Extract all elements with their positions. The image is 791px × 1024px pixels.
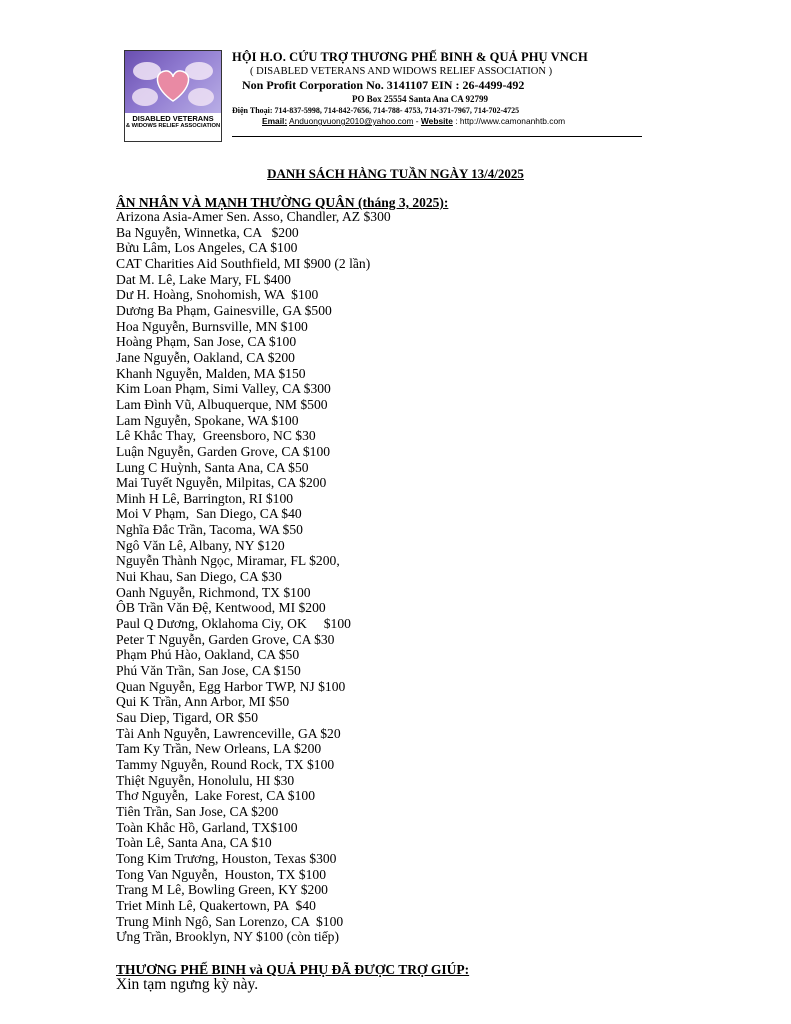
donor-list (116, 209, 391, 945)
corporation-line: Non Profit Corporation No. 3141107 EIN : 26-4499-492 (242, 78, 525, 92)
logo-caption-line1: DISABLED VETERANS (132, 114, 214, 123)
donor-entry: Lam Nguyễn, Spokane, WA $100 (116, 412, 299, 428)
donor-entry: Peter T Nguyễn, Garden Grove, CA $30 (116, 631, 335, 647)
donor-entry: Lung C Huỳnh, Santa Ana, CA $50 (116, 459, 309, 475)
donor-entry: Qui K Trần, Ann Arbor, MI $50 (116, 694, 290, 710)
donor-entry: Dat M. Lê, Lake Mary, FL $400 (116, 271, 291, 287)
donor-entry: Tammy Nguyễn, Round Rock, TX $100 (116, 756, 335, 772)
logo-caption (125, 115, 221, 130)
donor-entry: Lê Khắc Thay, Greensboro, NC $30 (116, 428, 316, 444)
letterhead (232, 50, 672, 126)
donor-entry: Phú Văn Trần, San Jose, CA $150 (116, 663, 301, 679)
donor-entry: Tài Anh Nguyễn, Lawrenceville, GA $20 (116, 725, 341, 741)
donor-entry: Ba Nguyễn, Winnetka, CA $200 (116, 224, 299, 240)
website-label: Website (420, 116, 453, 126)
website-link[interactable]: : http://www.camonanhtb.com (455, 116, 566, 126)
donor-entry: Mai Tuyết Nguyễn, Milpitas, CA $200 (116, 475, 327, 491)
donor-entry: Arizona Asia-Amer Sen. Asso, Chandler, AZ $300 (116, 209, 391, 224)
donor-entry: Khanh Nguyễn, Malden, MA $150 (116, 365, 306, 381)
donor-entry: Bửu Lâm, Los Angeles, CA $100 (116, 240, 298, 256)
page-title: DANH SÁCH HÀNG TUẦN NGÀY 13/4/2025 (267, 166, 524, 181)
donor-entry: Phạm Phú Hào, Oakland, CA $50 (116, 647, 300, 663)
donor-entry: ÔB Trần Văn Đệ, Kentwood, MI $200 (116, 600, 326, 616)
donor-entry: Jane Nguyễn, Oakland, CA $200 (116, 349, 295, 365)
donor-entry: Paul Q Dương, Oklahoma Ciy, OK $100 (116, 616, 351, 632)
donor-entry: Toàn Lê, Santa Ana, CA $10 (116, 835, 272, 851)
logo-artwork (125, 51, 221, 113)
header-divider (232, 136, 642, 137)
donor-entry: Ưng Trần, Brooklyn, NY $100 (còn tiếp) (116, 929, 340, 945)
org-name-english: ( DISABLED VETERANS AND WIDOWS RELIEF ASSOCIATION ) (250, 66, 553, 77)
contact-separator: - (415, 116, 421, 126)
donor-entry: Thiệt Nguyễn, Honolulu, HI $30 (116, 772, 295, 788)
donor-entry: Kim Loan Phạm, Simi Valley, CA $300 (116, 381, 331, 397)
contact-line (262, 116, 672, 126)
organization-logo (124, 50, 222, 142)
donor-entry: Nghĩa Đắc Trần, Tacoma, WA $50 (116, 522, 303, 538)
donor-entry: Tong Kim Trương, Houston, Texas $300 (116, 850, 337, 866)
org-name-vietnamese: HỘI H.O. CỨU TRỢ THƯƠNG PHẾ BINH & QUẢ PHỤ VNCH (232, 50, 588, 64)
donor-entry: Quan Nguyễn, Egg Harbor TWP, NJ $100 (116, 678, 346, 694)
donor-entry: Dương Ba Phạm, Gainesville, GA $500 (116, 302, 332, 318)
donor-entry: Toàn Khắc Hồ, Garland, TX$100 (116, 819, 298, 835)
hands-heart-icon (125, 51, 221, 113)
donor-entry: Tam Ky Trần, New Orleans, LA $200 (116, 741, 322, 757)
donor-entry: Trang M Lê, Bowling Green, KY $200 (116, 882, 328, 898)
recipients-note: Xin tạm ngưng kỳ này. (116, 976, 259, 993)
donor-entry: Minh H Lê, Barrington, RI $100 (116, 490, 294, 506)
email-link[interactable]: Anduongvuong2010@yahoo.com (289, 116, 414, 126)
donor-entry: Thơ Nguyễn, Lake Forest, CA $100 (116, 788, 315, 804)
donors-heading: ÂN NHÂN VÀ MẠNH THƯỜNG QUÂN (tháng 3, 2025): (116, 195, 449, 210)
donor-entry: Tong Van Nguyễn, Houston, TX $100 (116, 866, 326, 882)
donor-entry: Hoàng Phạm, San Jose, CA $100 (116, 334, 297, 350)
email-label: Email: (262, 116, 288, 126)
donor-entry: Ngô Văn Lê, Albany, NY $120 (116, 537, 285, 553)
donor-entry: Lam Đình Vũ, Albuquerque, NM $500 (116, 396, 328, 412)
donor-entry: Dư H. Hoàng, Snohomish, WA $100 (116, 287, 319, 303)
donor-entry: Oanh Nguyễn, Richmond, TX $100 (116, 584, 311, 600)
donor-entry: Tiên Trần, San Jose, CA $200 (116, 803, 279, 819)
donor-entry: Hoa Nguyễn, Burnsville, MN $100 (116, 318, 308, 334)
donor-entry: Trung Minh Ngô, San Lorenzo, CA $100 (116, 913, 344, 929)
po-box: PO Box 25554 Santa Ana CA 92799 (352, 94, 489, 104)
donor-entry: Luận Nguyễn, Garden Grove, CA $100 (116, 443, 331, 459)
phone-numbers: Điện Thoại: 714-837-5998, 714-842-7656, 714-788- 4753, 714-371-7967, 714-702-4725 (232, 106, 520, 115)
recipients-heading: THƯƠNG PHẾ BINH và QUẢ PHỤ ĐÃ ĐƯỢC TRỢ GIÚP: (116, 962, 470, 977)
donor-entry: Moi V Phạm, San Diego, CA $40 (116, 506, 302, 522)
donor-entry: Nui Khau, San Diego, CA $30 (116, 569, 282, 585)
donor-entry: CAT Charities Aid Southfield, MI $900 (2 lần) (116, 255, 371, 271)
donor-entry: Triet Minh Lê, Quakertown, PA $40 (116, 897, 316, 913)
logo-caption-line2: & WIDOWS RELIEF ASSOCIATION (125, 123, 221, 130)
donor-entry: Sau Diep, Tigard, OR $50 (116, 710, 258, 725)
donor-entry: Nguyễn Thành Ngọc, Miramar, FL $200, (116, 553, 340, 569)
